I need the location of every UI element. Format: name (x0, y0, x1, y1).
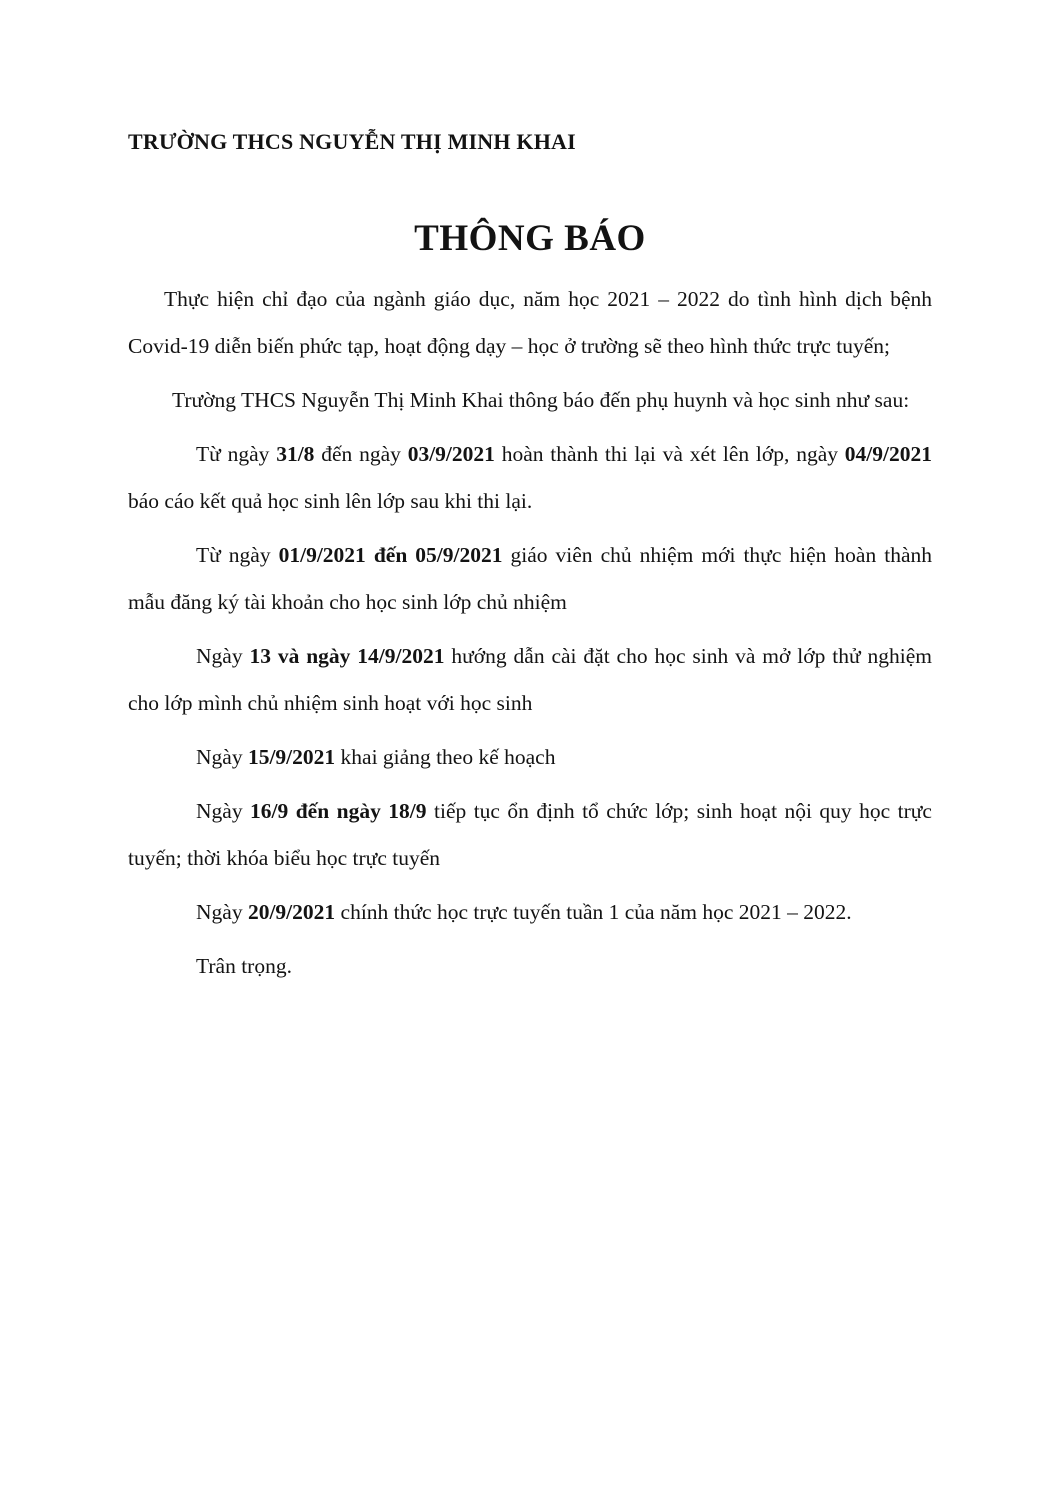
bold-text-segment: 16/9 đến ngày 18/9 (250, 799, 427, 823)
text-segment: hoàn thành thi lại và xét lên lớp, ngày (494, 442, 845, 466)
paragraph (128, 788, 932, 882)
paragraph (128, 734, 932, 781)
text-segment: Ngày (196, 745, 248, 769)
paragraph (128, 431, 932, 525)
paragraph (128, 276, 932, 370)
text-segment: Ngày (196, 644, 250, 668)
bold-text-segment: 20/9/2021 (247, 900, 336, 924)
bold-text-segment: 15/9/2021 (247, 745, 336, 769)
bold-text-segment: 31/8 (276, 442, 315, 466)
text-segment: Ngày (196, 799, 251, 823)
text-segment: khai giảng theo kế hoạch (335, 745, 556, 769)
paragraph (128, 377, 932, 424)
paragraph (128, 633, 932, 727)
text-segment: đến ngày (314, 442, 408, 466)
text-segment: tiếp tục ổn định tổ chức lớp; sinh hoạt nội quy học trực tuyến; thời khóa biểu học trực tuyến (128, 799, 932, 870)
text-segment: Thực hiện chỉ đạo của ngành giáo dục, năm học 2021 – 2022 do tình hình dịch bệnh Covid-19 diễn biến phức tạp, hoạt động dạy – học ở trường sẽ theo hình thức trực tuyến; (128, 287, 932, 358)
bold-text-segment: 01/9/2021 đến 05/9/2021 (278, 543, 503, 567)
school-name-heading: TRƯỜNG THCS NGUYỄN THỊ MINH KHAI (128, 129, 576, 154)
document-title: THÔNG BÁO (414, 218, 646, 259)
text-segment: hướng dẫn cài đặt cho học sinh và mở lớp thử nghiệm cho lớp mình chủ nhiệm sinh hoạt với học sinh (128, 644, 932, 715)
paragraphs (128, 276, 932, 990)
text-segment: Ngày (196, 900, 248, 924)
text-segment: báo cáo kết quả học sinh lên lớp sau khi thi lại. (128, 489, 533, 513)
bold-text-segment: 04/9/2021 (844, 442, 932, 466)
bold-text-segment: 03/9/2021 (407, 442, 495, 466)
bold-text-segment: 13 và ngày 14/9/2021 (249, 644, 445, 668)
paragraph (128, 943, 932, 990)
paragraph (128, 532, 932, 626)
text-segment: Từ ngày (196, 442, 277, 466)
text-segment: giáo viên chủ nhiệm mới thực hiện hoàn thành mẫu đăng ký tài khoản cho học sinh lớp chủ nhiệm (128, 543, 932, 614)
text-segment: chính thức học trực tuyến tuần 1 của năm học 2021 – 2022. (335, 900, 852, 924)
paragraph (128, 889, 932, 936)
text-segment: Trân trọng. (196, 954, 292, 978)
text-segment: Trường THCS Nguyễn Thị Minh Khai thông báo đến phụ huynh và học sinh như sau: (172, 388, 910, 412)
text-segment: Từ ngày (196, 543, 279, 567)
